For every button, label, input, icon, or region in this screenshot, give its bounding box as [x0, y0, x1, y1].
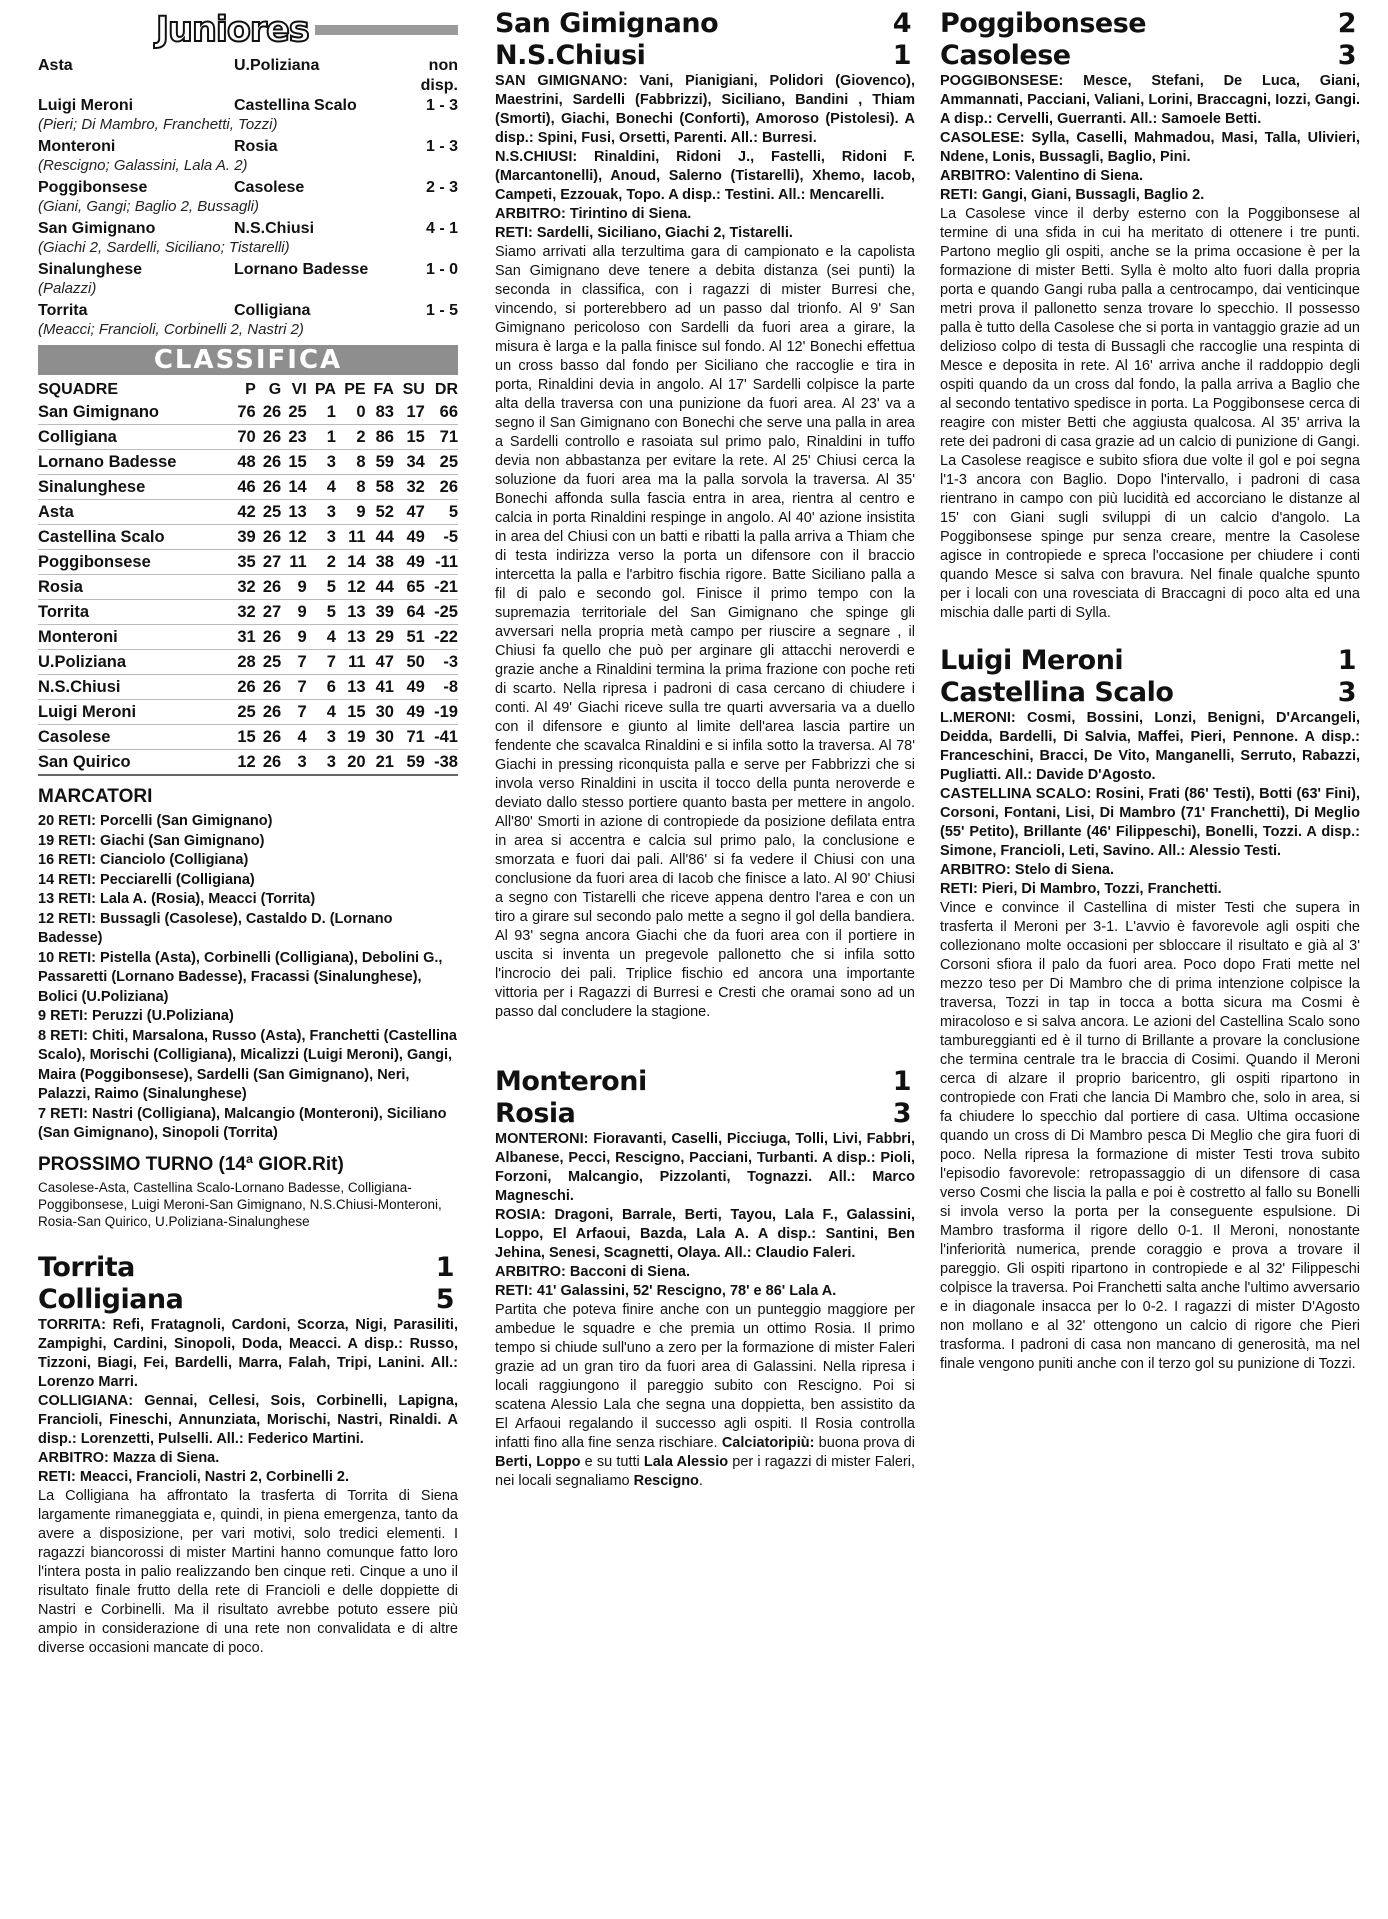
standings-cell: 86	[366, 425, 394, 450]
result-score: 1 - 0	[425, 261, 458, 278]
standings-cell: 31	[230, 625, 255, 650]
standings-row	[38, 700, 458, 725]
standings-cell: 7	[281, 700, 306, 725]
home-team: Luigi Meroni	[940, 645, 1124, 676]
standings-cell: 15	[281, 450, 306, 475]
team-name: Castellina Scalo	[38, 525, 230, 550]
team-name: Casolese	[38, 725, 230, 750]
match-report: La Colligiana ha affrontato la trasferta di Torrita di Siena largamente rimaneggiata e, quindi, in piena emergenza, tanto da avere a disposizione, per vari motivi, solo tredici elementi. I ragazzi biancorossi di mister Martini hanno comunque fatto loro l'intera posta in palio realizzando ben cinque reti. Cinque a uno il risultato finale frutto della rete di Francioli e delle doppiette di Nastri e Corbinelli. Ma il risultato avrebbe potuto essere più ampio in considerazione di una rete non convalidata e di altre diverse occasioni mancate di poco.	[38, 1487, 458, 1656]
standings-cell: 66	[425, 400, 458, 425]
standings-cell: 71	[425, 425, 458, 450]
column-right	[940, 8, 1360, 1909]
standings-cell: 14	[336, 550, 366, 575]
standings-row	[38, 450, 458, 475]
standings-cell: 2	[307, 550, 336, 575]
team-name: Colligiana	[38, 425, 230, 450]
game-home-row	[940, 645, 1360, 677]
result-row	[38, 56, 458, 96]
standings-cell: -3	[425, 650, 458, 675]
result-away: N.S.Chiusi	[234, 220, 315, 237]
away-score: 3	[1337, 677, 1356, 708]
game-away-row	[940, 40, 1360, 72]
report-label: Calciatoripiù:	[721, 1435, 815, 1451]
standings-cell: 15	[230, 725, 255, 750]
standings-cell: 26	[256, 575, 281, 600]
home-score: 4	[892, 8, 911, 39]
scorer-line: 7 RETI: Nastri (Colligiana), Malcangio (Monteroni), Siciliano (San Gimignano), Sinopoli (Torrita)	[38, 1105, 447, 1141]
standings-cell: -5	[425, 525, 458, 550]
standings-col-header: FA	[373, 380, 394, 398]
referee: ARBITRO: Valentino di Siena.	[940, 168, 1144, 184]
result-scorers: (Giachi 2, Sardelli, Siciliano; Tistarelli)	[38, 239, 290, 256]
standings-cell: 19	[336, 725, 366, 750]
standings-col-header: SU	[402, 380, 425, 398]
game-home-row	[495, 8, 915, 40]
standings-cell: 15	[394, 425, 425, 450]
standings-cell: 65	[394, 575, 425, 600]
turno-title: PROSSIMO TURNO (14ª GIOR.Rit)	[38, 1153, 344, 1175]
standings-cell: 26	[256, 700, 281, 725]
report-text: .	[698, 1473, 703, 1489]
team-name: Torrita	[38, 600, 230, 625]
standings-cell: 27	[256, 550, 281, 575]
standings-cell: 49	[394, 675, 425, 700]
referee: ARBITRO: Tirintino di Siena.	[495, 206, 692, 222]
lineup-away: CASTELLINA SCALO: Rosini, Frati (86' Testi), Botti (63' Fini), Corsoni, Fontani, Lisi, Di Mambro (71' Franchetti), Di Meglio (55' Petito), Brillante (46' Filippeschi), Bonelli, Tozzi. A disp.: Simone, Francioli, Leti, Savino. All.: Alessio Testi.	[940, 786, 1360, 859]
standings-cell: 26	[256, 475, 281, 500]
standings-cell: 32	[394, 475, 425, 500]
lineup-home: SAN GIMIGNANO: Vani, Pianigiani, Polidori (Giovenco), Maestrini, Sardelli (Fabbrizzi), Siciliano, Bandini , Thiam (Smorti), Giachi, Bonechi (Conforti), Amoroso (Pistolesi). A disp.: Spini, Fusi, Orsetti, Parenti. All.: Burresi.	[495, 73, 915, 146]
result-home: Torrita	[38, 302, 88, 319]
result-row	[38, 178, 458, 198]
referee: ARBITRO: Mazza di Siena.	[38, 1449, 220, 1466]
standings-cell: 26	[256, 400, 281, 425]
team-name: Asta	[38, 500, 230, 525]
standings-cell: 13	[281, 500, 306, 525]
classifica-title: CLASSIFICA	[38, 345, 458, 375]
team-name: Rosia	[38, 575, 230, 600]
standings-cell: 83	[366, 400, 394, 425]
standings-cell: 11	[281, 550, 306, 575]
standings-cell: -11	[425, 550, 458, 575]
away-team: Rosia	[495, 1098, 576, 1129]
lineup-home: MONTERONI: Fioravanti, Caselli, Picciuga, Tolli, Livi, Fabbri, Albanese, Pecci, Rescigno, Pacciani, Turbanti. A disp.: Pioli, Forzoni, Malcangio, Pizzolanti, Tognazzi. All.: Marco Magneschi.	[495, 1131, 915, 1204]
away-team: Castellina Scalo	[940, 677, 1174, 708]
standings-cell: 1	[307, 425, 336, 450]
report-players: Rescigno	[633, 1473, 699, 1489]
standings-cell: 35	[230, 550, 255, 575]
lineup-away: N.S.CHIUSI: Rinaldini, Ridoni J., Fastelli, Ridoni F. (Marcantonelli), Anoud, Salerno (Tistarelli), Xhemo, Iacob, Campeti, Ezzouak, Topo. A disp.: Testini. All.: Mencarelli.	[495, 149, 915, 203]
standings-cell: 12	[230, 750, 255, 776]
lineup-home: TORRITA: Refi, Fratagnoli, Cardoni, Scorza, Nigi, Parasiliti, Zampighi, Cardini, Sinopoli, Doda, Meacci. A disp.: Russo, Tizzoni, Biagi, Fei, Bardelli, Marra, Falah, Tripi, Lanini. All.: Lorenzo Marri.	[38, 1316, 458, 1390]
scorer-line: 8 RETI: Chiti, Marsalona, Russo (Asta), Franchetti (Castellina Scalo), Morischi (Colligiana), Micalizzi (Luigi Meroni), Gangi, Maira (Poggibonsese), Sardelli (San Gimignano), Neri, Palazzi, Raimo (Sinalunghese)	[38, 1027, 457, 1102]
result-score: non disp.	[420, 57, 458, 94]
standings-cell: 17	[394, 400, 425, 425]
standings-cell: 32	[230, 600, 255, 625]
standings-cell: 46	[230, 475, 255, 500]
team-name: San Quirico	[38, 750, 230, 776]
standings-table	[38, 379, 458, 776]
standings-cell: 48	[230, 450, 255, 475]
away-score: 5	[435, 1283, 454, 1315]
standings-row	[38, 600, 458, 625]
standings-row	[38, 550, 458, 575]
standings-cell: 44	[366, 525, 394, 550]
standings-col-header: G	[268, 380, 282, 398]
standings-cell: 11	[336, 650, 366, 675]
game-away-row	[940, 677, 1360, 709]
standings-cell: 1	[307, 400, 336, 425]
standings-cell: 49	[394, 550, 425, 575]
report-players: Lala Alessio	[643, 1454, 729, 1470]
home-team: Poggibonsese	[940, 8, 1147, 39]
result-score: 1 - 5	[425, 302, 458, 319]
standings-cell: 5	[425, 500, 458, 525]
referee: ARBITRO: Bacconi di Siena.	[495, 1264, 690, 1280]
standings-cell: 3	[307, 750, 336, 776]
standings-row	[38, 400, 458, 425]
result-home: San Gimignano	[38, 220, 156, 237]
standings-col-header: SQUADRE	[38, 380, 119, 398]
game-home-row	[940, 8, 1360, 40]
standings-cell: 25	[256, 650, 281, 675]
result-scorers: (Rescigno; Galassini, Lala A. 2)	[38, 157, 248, 174]
game-away-row	[38, 1284, 458, 1316]
scorer-line: 9 RETI: Peruzzi (U.Poliziana)	[38, 1008, 234, 1024]
standings-cell: 3	[281, 750, 306, 776]
result-away: Casolese	[234, 179, 305, 196]
standings-cell: 59	[366, 450, 394, 475]
standings-cell: 47	[366, 650, 394, 675]
standings-cell: 13	[336, 675, 366, 700]
standings-cell: 26	[425, 475, 458, 500]
lineup-away: COLLIGIANA: Gennai, Cellesi, Sois, Corbinelli, Lapigna, Francioli, Fineschi, Annunziata, Morischi, Nastri, Rinaldi. A disp.: Lorenzetti, Pulselli. All.: Federico Martini.	[38, 1392, 458, 1447]
result-away: Colligiana	[234, 302, 311, 319]
standings-cell: 30	[366, 700, 394, 725]
goals: RETI: Pieri, Di Mambro, Tozzi, Franchetti.	[940, 881, 1222, 897]
team-name: Luigi Meroni	[38, 700, 230, 725]
standings-cell: 20	[336, 750, 366, 776]
standings-cell: 25	[281, 400, 306, 425]
marcatori-title: MARCATORI	[38, 786, 153, 807]
away-score: 1	[892, 40, 911, 71]
standings-cell: 9	[336, 500, 366, 525]
standings-cell: -22	[425, 625, 458, 650]
away-team: Colligiana	[38, 1283, 184, 1315]
standings-cell: 3	[307, 450, 336, 475]
standings-cell: 26	[256, 750, 281, 776]
standings-row	[38, 425, 458, 450]
team-name: Sinalunghese	[38, 475, 230, 500]
standings-cell: 9	[281, 600, 306, 625]
game-home-row	[495, 1066, 915, 1098]
away-score: 3	[892, 1098, 911, 1129]
standings-cell: 12	[281, 525, 306, 550]
home-team: Monteroni	[495, 1066, 647, 1097]
result-home: Poggibonsese	[38, 179, 148, 196]
standings-cell: 59	[394, 750, 425, 776]
standings-cell: 5	[307, 600, 336, 625]
game-away-row	[495, 1098, 915, 1130]
home-team: San Gimignano	[495, 8, 719, 39]
standings-row	[38, 725, 458, 750]
standings-cell: 4	[281, 725, 306, 750]
report-text: Partita che poteva finire anche con un punteggio maggiore per ambedue le squadre e che premia un ottimo Rosia. Il primo tempo si chiude sull'uno a zero per la formazione di mister Faleri grazie ad un gran tiro da fuori area di Galassini. Nella ripresa i locali raggiungono il pareggio subito con Rescigno. Poi si scatena Alessio Lala che segna una doppietta, ben assistito da El Arfaoui regalando il successo agli ospiti. Il Rosia controlla infatti fino alla fine senza rischiare.	[495, 1302, 915, 1451]
standings-cell: 4	[307, 625, 336, 650]
scorer-line: 19 RETI: Giachi (San Gimignano)	[38, 832, 265, 849]
referee: ARBITRO: Stelo di Siena.	[940, 862, 1115, 878]
team-name: Poggibonsese	[38, 550, 230, 575]
scorer-line: 13 RETI: Lala A. (Rosia), Meacci (Torrita)	[38, 891, 316, 907]
team-name: U.Poliziana	[38, 650, 230, 675]
result-scorers: (Giani, Gangi; Baglio 2, Bussagli)	[38, 198, 259, 215]
standings-cell: 8	[336, 475, 366, 500]
result-row	[38, 219, 458, 239]
column-left	[38, 8, 458, 1909]
column-middle	[495, 8, 915, 1909]
standings-cell: 26	[256, 425, 281, 450]
standings-cell: -19	[425, 700, 458, 725]
standings-cell: 15	[336, 700, 366, 725]
standings-cell: 7	[281, 650, 306, 675]
standings-cell: 7	[281, 675, 306, 700]
standings-cell: 26	[230, 675, 255, 700]
result-home: Monteroni	[38, 138, 116, 155]
standings-cell: 49	[394, 700, 425, 725]
standings-cell: 47	[394, 500, 425, 525]
home-score: 2	[1337, 8, 1356, 39]
standings-cell: 13	[336, 600, 366, 625]
standings-row	[38, 500, 458, 525]
standings-cell: 34	[394, 450, 425, 475]
standings-cell: 3	[307, 525, 336, 550]
result-score: 1 - 3	[425, 138, 458, 155]
standings-cell: 12	[336, 575, 366, 600]
standings-cell: 13	[336, 625, 366, 650]
match-report: La Casolese vince il derby esterno con la Poggibonsese al termine di una sfida in cui ha meritato di ottenere i tre punti. Partono meglio gli ospiti, anche se la prima occasione è per la formazione di mister Betti. Sylla è molto alto fuori dalla propria porta e quando Gangi ruba palla a centrocampo, dai venticinque metri prova il pallonetto senza trovare lo specchio. Il possesso palla è tutto della Casolese che si porta in vantaggio grazie ad un delizioso colpo di testa di Bussagli che raccoglie una respinta di Mesce e deposita in rete. Al 16' arriva anche il raddoppio degli ospiti quando da un cross dal fondo, la palla arriva a Baglio che al secondo tentativo spedisce in porta. La Poggibonsese cerca di reagire con mister Betti che aggiusta qualcosa. Al 35' arriva la rete dei padroni di casa grazie ad un calcio di punizione di Gangi. La Casolese reagisce e subito sfiora due volte il gol e poi segna l'1-3 ancora con Baglio. Dopo l'intervallo, i padroni di casa rientrano in campo con più lucidità ed accorciano le distanze al 15' con Giani sugli sviluppi di un calcio d'angolo. La Poggibonsese spinge pur senza creare, mentre la Casolese agisce in contropiede e spreca l'occasione per chiudere i conti quando Mesce si salva con bravura. Nel finale qualche spunto per i locali con una rovesciata di Braccagni di poco alta ed una mischia dalle parti di Sylla.	[940, 206, 1360, 621]
scorer-line: 16 RETI: Cianciolo (Colligiana)	[38, 852, 249, 868]
match-report: Vince e convince il Castellina di mister Testi che supera in trasferta il Meroni per 3-1. L'avvio è favorevole agli ospiti che collezionano molte occasioni per sbloccare il risultato e già al 3' Corsoni sfiora il palo da fuori area. Poco dopo Frati mette nel mezzo teso per Di Mambro che di prima intenzione colpisce la traversa, Tozzi in tap in tocca a botta sicura ma Cosmi è miracoloso e si salva ancora. Le azioni del Castellina Scalo sono tambureggianti ed è il turno di Brillante a provare la conclusione che termina centrale tra le braccia di Cosimi. Quando il Meroni cerca di alzare il proprio baricentro, gli ospiti ripartono in contropiede con Frati che lancia Di Mambro che, solo in area, si fa chiudere lo specchio dal portiere di casa. Ultima occasione quando un cross di Di Mambro pesca Di Meglio che gira fuori di poco. Nella ripresa la formazione di mister Testi trova subito l'episodio favorevole: retropassaggio di un difensore di casa verso Cosmi che liscia la palla e poi è costretto al fallo su Bonelli si invola verso la porta per la conseguente espulsione. Di Mambro trasforma il rigore dello 0-1. Il Meroni, nonostante l'inferiorità numerica, prende coraggio e prova a trovare il pareggio. Gli ospiti ripartono in contropiede e al 32' Filippeschi colpisce la traversa. Poi Franchetti salta anche l'ultimo avversario e in diagonale insacca per lo 0-2. I ragazzi di mister D'Agosto non mollano e al 32' ottengono un calcio di rigore che Pieri trasforma. I padroni di casa non mancano di generosità, ma nel finale vengono puniti anche con il terzo gol su punizione di Tozzi.	[940, 900, 1360, 1372]
result-scorers: (Meacci; Francioli, Corbinelli 2, Nastri 2)	[38, 321, 304, 338]
standings-cell: 39	[230, 525, 255, 550]
standings-cell: 11	[336, 525, 366, 550]
standings-col-header: P	[245, 380, 256, 398]
standings-cell: 27	[256, 600, 281, 625]
scorer-line: 12 RETI: Bussagli (Casolese), Castaldo D. (Lornano Badesse)	[38, 910, 393, 946]
standings-cell: 7	[307, 650, 336, 675]
section-banner	[38, 10, 458, 50]
standings-row	[38, 525, 458, 550]
standings-cell: 26	[256, 625, 281, 650]
result-row	[38, 301, 458, 321]
goals: RETI: Sardelli, Siciliano, Giachi 2, Tistarelli.	[495, 225, 793, 241]
standings-cell: 29	[366, 625, 394, 650]
result-away: Rosia	[234, 138, 278, 155]
goals: RETI: Gangi, Giani, Bussagli, Baglio 2.	[940, 187, 1205, 203]
result-home: Luigi Meroni	[38, 97, 134, 114]
report-players: Berti, Loppo	[495, 1454, 581, 1470]
scorer-line: 10 RETI: Pistella (Asta), Corbinelli (Colligiana), Debolini G., Passaretti (Lornano Badesse), Fracassi (Sinalunghese), Bolici (U.Poliziana)	[38, 949, 443, 1005]
standings-cell: 76	[230, 400, 255, 425]
standings-row	[38, 575, 458, 600]
standings-body	[38, 400, 458, 775]
banner-bar	[315, 25, 458, 35]
standings-cell: 23	[281, 425, 306, 450]
home-team: Torrita	[38, 1251, 135, 1283]
scorer-line: 20 RETI: Porcelli (San Gimignano)	[38, 813, 273, 829]
result-away: U.Poliziana	[234, 57, 320, 74]
report-text: e su tutti	[580, 1454, 644, 1470]
standings-cell: 26	[256, 525, 281, 550]
standings-cell: 26	[256, 725, 281, 750]
away-team: N.S.Chiusi	[495, 40, 646, 71]
standings-cell: 70	[230, 425, 255, 450]
standings-col-header: VI	[291, 380, 307, 398]
goals: RETI: 41' Galassini, 52' Rescigno, 78' e 86' Lala A.	[495, 1283, 837, 1299]
standings-cell: 3	[307, 500, 336, 525]
result-away: Castellina Scalo	[234, 97, 357, 114]
team-name: N.S.Chiusi	[38, 675, 230, 700]
standings-cell: 3	[307, 725, 336, 750]
standings-cell: 6	[307, 675, 336, 700]
result-away: Lornano Badesse	[234, 261, 369, 278]
away-score: 3	[1337, 40, 1356, 71]
standings-cell: 32	[230, 575, 255, 600]
standings-cell: 0	[336, 400, 366, 425]
game-home-row	[38, 1252, 458, 1284]
team-name: Lornano Badesse	[38, 450, 230, 475]
standings-cell: 25	[256, 500, 281, 525]
standings-col-header: PE	[344, 380, 366, 398]
standings-cell: 8	[336, 450, 366, 475]
result-row	[38, 96, 458, 116]
standings-cell: 25	[230, 700, 255, 725]
result-scorers: (Palazzi)	[38, 280, 97, 297]
standings-row	[38, 750, 458, 776]
standings-cell: 44	[366, 575, 394, 600]
home-score: 1	[892, 1066, 911, 1097]
marcatori-list	[38, 812, 458, 1144]
match-report	[495, 1301, 915, 1491]
standings-cell: 52	[366, 500, 394, 525]
standings-cell: 38	[366, 550, 394, 575]
standings-cell: 14	[281, 475, 306, 500]
lineup-away: CASOLESE: Sylla, Caselli, Mahmadou, Masi, Talla, Ulivieri, Ndene, Lonis, Bussagli, Baglio, Pini.	[940, 130, 1360, 165]
team-name: Monteroni	[38, 625, 230, 650]
standings-cell: 26	[256, 450, 281, 475]
result-score: 1 - 3	[425, 97, 458, 114]
standings-cell: 58	[366, 475, 394, 500]
standings-cell: 30	[366, 725, 394, 750]
standings-cell: 5	[307, 575, 336, 600]
standings-cell: 26	[256, 675, 281, 700]
home-score: 1	[1337, 645, 1356, 676]
report-text: per i ragazzi di mister Faleri, nei locali segnaliamo	[495, 1454, 915, 1489]
result-row	[38, 260, 458, 280]
standings-row	[38, 675, 458, 700]
standings-cell: 64	[394, 600, 425, 625]
standings-cell: 49	[394, 525, 425, 550]
game-away-row	[495, 40, 915, 72]
lineup-away: ROSIA: Dragoni, Barrale, Berti, Tayou, Lala F., Galassini, Loppo, El Arfaoui, Bazda, Lala A. A disp.: Santini, Ben Jehina, Senesi, Scagnetti, Olaya. All.: Claudio Faleri.	[495, 1207, 915, 1261]
standings-cell: 2	[336, 425, 366, 450]
report-text: buona prova di	[814, 1435, 915, 1451]
results-list	[38, 56, 458, 339]
lineup-home: L.MERONI: Cosmi, Bossini, Lonzi, Benigni, D'Arcangeli, Deidda, Bardelli, Di Salvia, Maffei, Pieri, Pennone. A disp.: Franceschini, Bracci, De Vito, Manganelli, Serruto, Rabazzi, Pugliatti. All.: Davide D'Agosto.	[940, 710, 1360, 783]
standings-col-header: DR	[434, 380, 458, 398]
standings-cell: -38	[425, 750, 458, 776]
standings-cell: 21	[366, 750, 394, 776]
standings-cell: -21	[425, 575, 458, 600]
standings-cell: 9	[281, 625, 306, 650]
match-report: Siamo arrivati alla terzultima gara di campionato e la capolista San Gimignano deve tenere a debita distanza (sei punti) la seconda in classifica, con i ragazzi di mister Burresi che, vincendo, si porterebbero ad un passo dal trionfo. Al 9' San Gimignano pericoloso con Sardelli da fuori area a girare, la misura è larga e la palla finisce sul fondo. Al 12' Bonechi effettua un cross basso dal fondo per Siciliano che raccoglie e tira in porta, Rinaldini devia in angolo. Al 17' Sardelli colpisce la parte alta della traversa con una punizione da fuori area. Al 23' va a segno il San Gimignano con Bonechi che serve una palla in area a Sardelli controllo e rasoiata sul primo palo, Rinaldini in tuffo devia non abbastanza per evitare la rete. Al 25' Chiusi cerca la soluzione da fuori area ma la palla sorvola la traversa. Al 35' Bonechi affonda sulla fascia entra in area, rientra al centro e calcia in porta Rinaldini respinge in angolo. Al 40' azione insistita in area del Chiusi con un batti e ribatti la palla arriva a Thiam che di testa indirizza verso la porta un difensore con il braccio intercetta la palla e l'arbitro fischia rigore. Batte Siciliano palla a fil di palo e secondo gol. Finisce il primo tempo con la supremazia territoriale del San Gimignano che spinge gli avversari nella propria metà campo per riuscire a segnare , il Chiusi fa quello che può per arginare gli attacchi neroverdi e grazie anche a Rinaldini termina la prima frazione con poche reti di scarto. Nella ripresa i padroni di casa cercano di chiudere i conti. Al 49' Giachi riceve sulla tre quarti avversaria va a duello con il difensore e giunto al limite dell'area lascia partire un fendente che scavalca Rinaldini e si infila sotto la traversa. Al 78' Giachi in pressing riconquista palla e serve per Fabbrizzi che si invola verso Rinaldini in uscita il tocco della punta neroverde e deviato dallo stesso portiere quanto basta per mettere in angolo. All'80' Smorti in azione di contropiede da posizione defilata entra in area si accentra e calcia sul primo palo, la conclusione e smorzata e fuori dai pali. All'86' si fa vedere il Chiusi con una conclusione da fuori area di Iacob che finisce a lato. Al 90' Chiusi a segno con Tistarelli che riceve appena dentro l'area e con un tiro a girare sul secondo palo mette a segno il gol della bandiera. Al 93' segna ancora Giachi che da fuori area con il portiere in uscita si inventa un pregevole pallonetto che si infila sotto l'incrocio dei pali. Triplice fischio ed ancora una importante vittoria per i Ragazzi di Burresi e Cresti che oramai sono ad un passo dal concludere la stagione.	[495, 244, 915, 1020]
result-scorers: (Pieri; Di Mambro, Franchetti, Tozzi)	[38, 116, 278, 133]
standings-cell: 71	[394, 725, 425, 750]
team-name: San Gimignano	[38, 400, 230, 425]
result-row	[38, 137, 458, 157]
standings-cell: 42	[230, 500, 255, 525]
standings-cell: 50	[394, 650, 425, 675]
standings-cell: 41	[366, 675, 394, 700]
standings-cell: 9	[281, 575, 306, 600]
standings-cell: 51	[394, 625, 425, 650]
standings-cell: 4	[307, 475, 336, 500]
section-title: Juniores	[156, 10, 309, 50]
standings-col-header: PA	[314, 380, 336, 398]
home-score: 1	[435, 1251, 454, 1283]
standings-cell: 39	[366, 600, 394, 625]
scorer-line: 14 RETI: Pecciarelli (Colligiana)	[38, 871, 255, 888]
standings-row	[38, 625, 458, 650]
standings-cell: -25	[425, 600, 458, 625]
standings-cell: -41	[425, 725, 458, 750]
standings-cell: -8	[425, 675, 458, 700]
standings-header	[38, 379, 458, 400]
standings-cell: 28	[230, 650, 255, 675]
standings-cell: 25	[425, 450, 458, 475]
result-home: Sinalunghese	[38, 261, 143, 278]
standings-row	[38, 650, 458, 675]
goals: RETI: Meacci, Francioli, Nastri 2, Corbinelli 2.	[38, 1468, 350, 1485]
result-score: 4 - 1	[425, 220, 458, 237]
standings-cell: 4	[307, 700, 336, 725]
standings-row	[38, 475, 458, 500]
turno-text: Casolese-Asta, Castellina Scalo-Lornano Badesse, Colligiana-Poggibonsese, Luigi Meroni-San Gimignano, N.S.Chiusi-Monteroni, Rosia-San Quirico, U.Poliziana-Sinalunghese	[38, 1179, 442, 1229]
result-score: 2 - 3	[425, 179, 458, 196]
result-home: Asta	[38, 57, 73, 74]
away-team: Casolese	[940, 40, 1071, 71]
lineup-home: POGGIBONSESE: Mesce, Stefani, De Luca, Giani, Ammannati, Pacciani, Valiani, Lorini, Braccagni, Iozzi, Gangi. A disp.: Cervelli, Guerranti. All.: Samoele Betti.	[940, 73, 1360, 127]
